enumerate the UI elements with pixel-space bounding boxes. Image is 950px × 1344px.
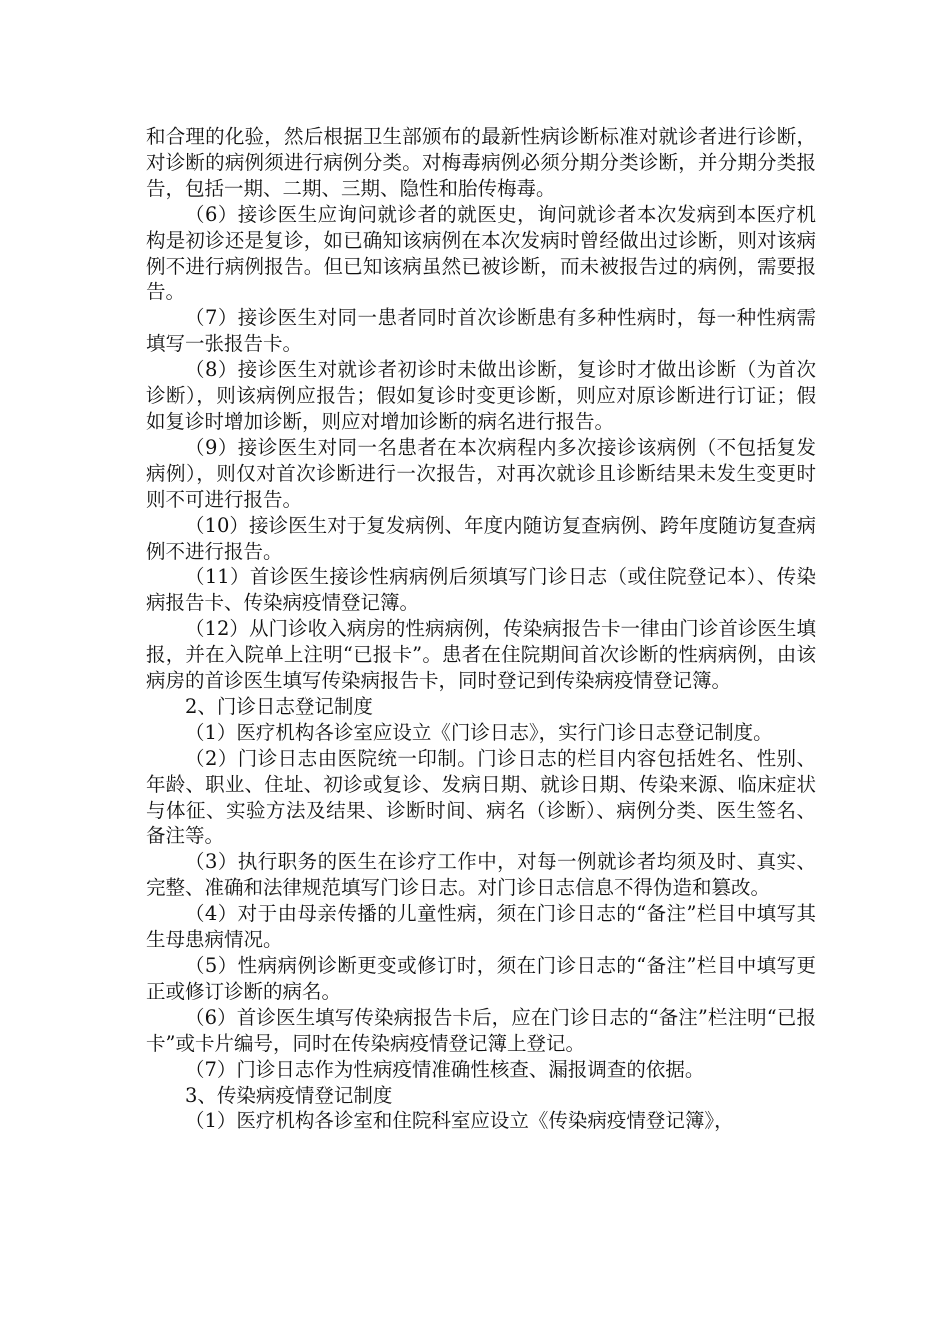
paragraph-item-12: （12）从门诊收入病房的性病病例，传染病报告卡一律由门诊首诊医生填报，并在入院单上注明“已报卡”。患者在住院期间首次诊断的性病病例，由该病房的首诊医生填写传染病报告卡，同时登记到传染病疫情登记簿。 [146, 617, 816, 693]
paragraph-log-item-3: （3）执行职务的医生在诊疗工作中，对每一例就诊者均须及时、真实、完整、准确和法律规范填写门诊日志。对门诊日志信息不得伪造和篡改。 [146, 850, 816, 900]
paragraph-item-7: （7）接诊医生对同一患者同时首次诊断患有多种性病时，每一种性病需填写一张报告卡。 [146, 306, 816, 356]
section-heading-epidemic-registry: 3、传染病疫情登记制度 [185, 1083, 393, 1107]
paragraph-continuation: 和合理的化验，然后根据卫生部颁布的最新性病诊断标准对就诊者进行诊断，对诊断的病例须进行病例分类。对梅毒病例必须分期分类诊断，并分期分类报告，包括一期、二期、三期、隐性和胎传梅毒。 [146, 125, 816, 200]
paragraph-log-item-7: （7）门诊日志作为性病疫情准确性核查、漏报调查的依据。 [185, 1057, 705, 1081]
paragraph-log-item-1: （1）医疗机构各诊室应设立《门诊日志》，实行门诊日志登记制度。 [185, 720, 773, 744]
paragraph-item-9: （9）接诊医生对同一名患者在本次病程内多次接诊该病例（不包括复发病例），则仅对首次诊断进行一次报告，对再次就诊且诊断结果未发生变更时则不可进行报告。 [146, 435, 816, 511]
paragraph-log-item-2: （2）门诊日志由医院统一印制。门诊日志的栏目内容包括姓名、性别、年龄、职业、住址、初诊或复诊、发病日期、就诊日期、传染来源、临床症状与体征、实验方法及结果、诊断时间、病名（诊断）、病例分类、医生签名、备注等。 [146, 746, 816, 848]
paragraph-registry-item-1: （1）医疗机构各诊室和住院科室应设立《传染病疫情登记簿》， [185, 1109, 734, 1133]
paragraph-log-item-4: （4）对于由母亲传播的儿童性病，须在门诊日志的“备注”栏目中填写其生母患病情况。 [146, 902, 816, 952]
paragraph-item-11: （11）首诊医生接诊性病病例后须填写门诊日志（或住院登记本）、传染病报告卡、传染病疫情登记簿。 [146, 565, 816, 615]
section-heading-outpatient-log: 2、门诊日志登记制度 [185, 694, 373, 718]
paragraph-log-item-5: （5）性病病例诊断更变或修订时，须在门诊日志的“备注”栏目中填写更正或修订诊断的病名。 [146, 954, 816, 1003]
paragraph-log-item-6: （6）首诊医生填写传染病报告卡后，应在门诊日志的“备注”栏注明“已报卡”或卡片编号，同时在传染病疫情登记簿上登记。 [146, 1005, 816, 1055]
paragraph-item-8: （8）接诊医生对就诊者初诊时未做出诊断，复诊时才做出诊断（为首次诊断），则该病例应报告；假如复诊时变更诊断，则应对原诊断进行订证；假如复诊时增加诊断，则应对增加诊断的病名进行报告。 [146, 358, 816, 433]
document-body [146, 124, 816, 1134]
paragraph-item-6: （6）接诊医生应询问就诊者的就医史，询问就诊者本次发病到本医疗机构是初诊还是复诊，如已确知该病例在本次发病时曾经做出过诊断，则对该病例不进行病例报告。但已知该病虽然已被诊断，而未被报告过的病例，需要报告。 [146, 202, 816, 304]
paragraph-item-10: （10）接诊医生对于复发病例、年度内随访复查病例、跨年度随访复查病例不进行报告。 [146, 513, 816, 563]
